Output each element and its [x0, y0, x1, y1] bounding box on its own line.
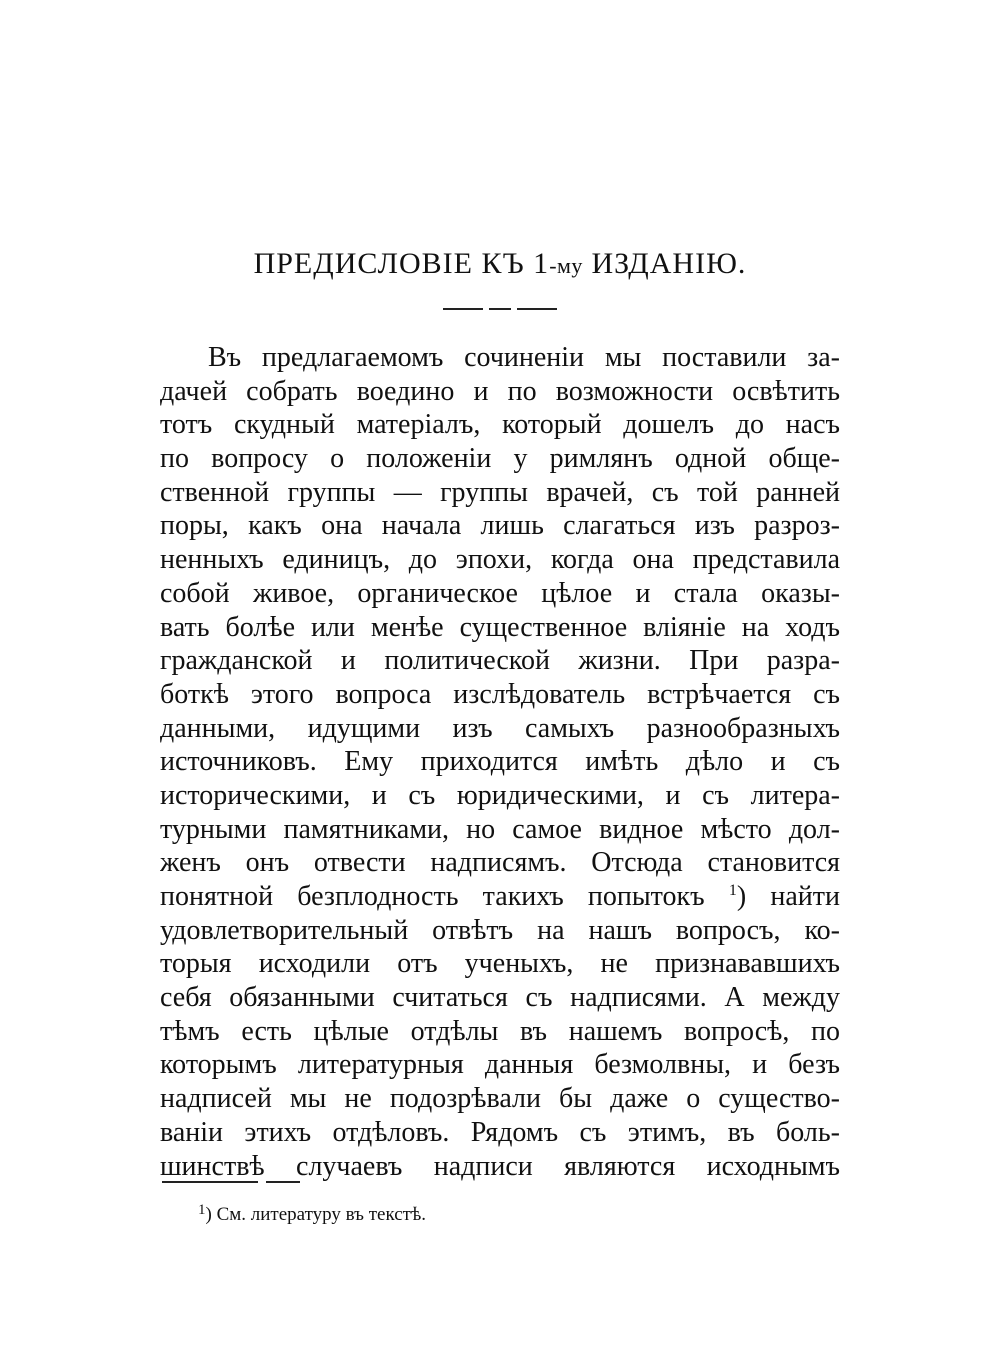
text-line: ненныхъ единицъ, до эпохи, когда она представила	[160, 544, 840, 576]
title-suffix: -му	[549, 253, 583, 278]
ornament-dash-1	[443, 308, 483, 310]
text-line: шинствѣ случаевъ надписи являются исходнымъ	[160, 1150, 840, 1182]
text-line: по вопросу о положеніи у римлянъ одной обще-	[160, 443, 840, 475]
text-line: турными памятниками, но самое видное мѣсто дол-	[160, 813, 840, 845]
text-line: тотъ скудный матеріалъ, который дошелъ до насъ	[160, 409, 840, 441]
separator-segment	[162, 1181, 258, 1183]
text-line: боткѣ этого вопроса изслѣдователь встрѣчается съ	[160, 678, 840, 710]
ornament-dash-3	[517, 308, 557, 310]
text-line: данными, идущими изъ самыхъ разнообразныхъ	[160, 712, 840, 744]
text-line: поры, какъ она начала лишь слагаться изъ разроз-	[160, 510, 840, 542]
text-fragment: ) найти	[736, 881, 840, 912]
footnote-reference: 1	[728, 882, 737, 899]
text-line: себя обязанными считаться съ надписями. А между	[160, 982, 840, 1014]
text-line: женъ онъ отвести надписямъ. Отсюда становится	[160, 847, 840, 879]
text-line: историческими, и съ юридическими, и съ литера-	[160, 779, 840, 811]
text-line: тѣмъ есть цѣлые отдѣлы въ нашемъ вопросѣ, по	[160, 1015, 840, 1047]
text-line: удовлетворительный отвѣтъ на нашъ вопросъ, ко-	[160, 914, 840, 946]
text-line: ственной группы — группы врачей, съ той ранней	[160, 476, 840, 508]
text-line: вать болѣе или менѣе существенное вліяніе на ходъ	[160, 611, 840, 643]
footnote	[198, 1203, 426, 1227]
title-end: ИЗДАНІЮ.	[582, 247, 747, 280]
text-line-footnote-ref	[160, 880, 840, 914]
text-line: надписей мы не подозрѣвали бы даже о существо-	[160, 1083, 840, 1115]
footnote-separator	[162, 1181, 300, 1183]
body-text	[160, 341, 840, 1183]
text-line: дачей собрать воедино и по возможности освѣтить	[160, 375, 840, 407]
page-title	[0, 244, 1000, 286]
text-fragment: понятной безплодность такихъ попытокъ	[160, 881, 705, 912]
text-line: собой живое, органическое цѣлое и стала оказы-	[160, 577, 840, 609]
title-ornament	[443, 306, 557, 312]
footnote-mark: 1	[198, 1202, 206, 1218]
text-line: гражданской и политической жизни. При разра-	[160, 645, 840, 677]
title-main: ПРЕДИСЛОВІЕ КЪ 1	[253, 247, 550, 280]
text-line: Въ предлагаемомъ сочиненіи мы поставили за-	[208, 342, 840, 373]
text-line: источниковъ. Ему приходится имѣть дѣло и съ	[160, 746, 840, 778]
text-line: ваніи этихъ отдѣловъ. Рядомъ съ этимъ, въ боль-	[160, 1116, 840, 1148]
text-line: торыя исходили отъ ученыхъ, не признававшихъ	[160, 948, 840, 980]
ornament-dash-2	[489, 308, 511, 310]
text-line: которымъ литературныя данныя безмолвны, и безъ	[160, 1049, 840, 1081]
separator-segment	[266, 1181, 300, 1183]
footnote-text: ) См. литературу въ текстѣ.	[205, 1204, 427, 1225]
